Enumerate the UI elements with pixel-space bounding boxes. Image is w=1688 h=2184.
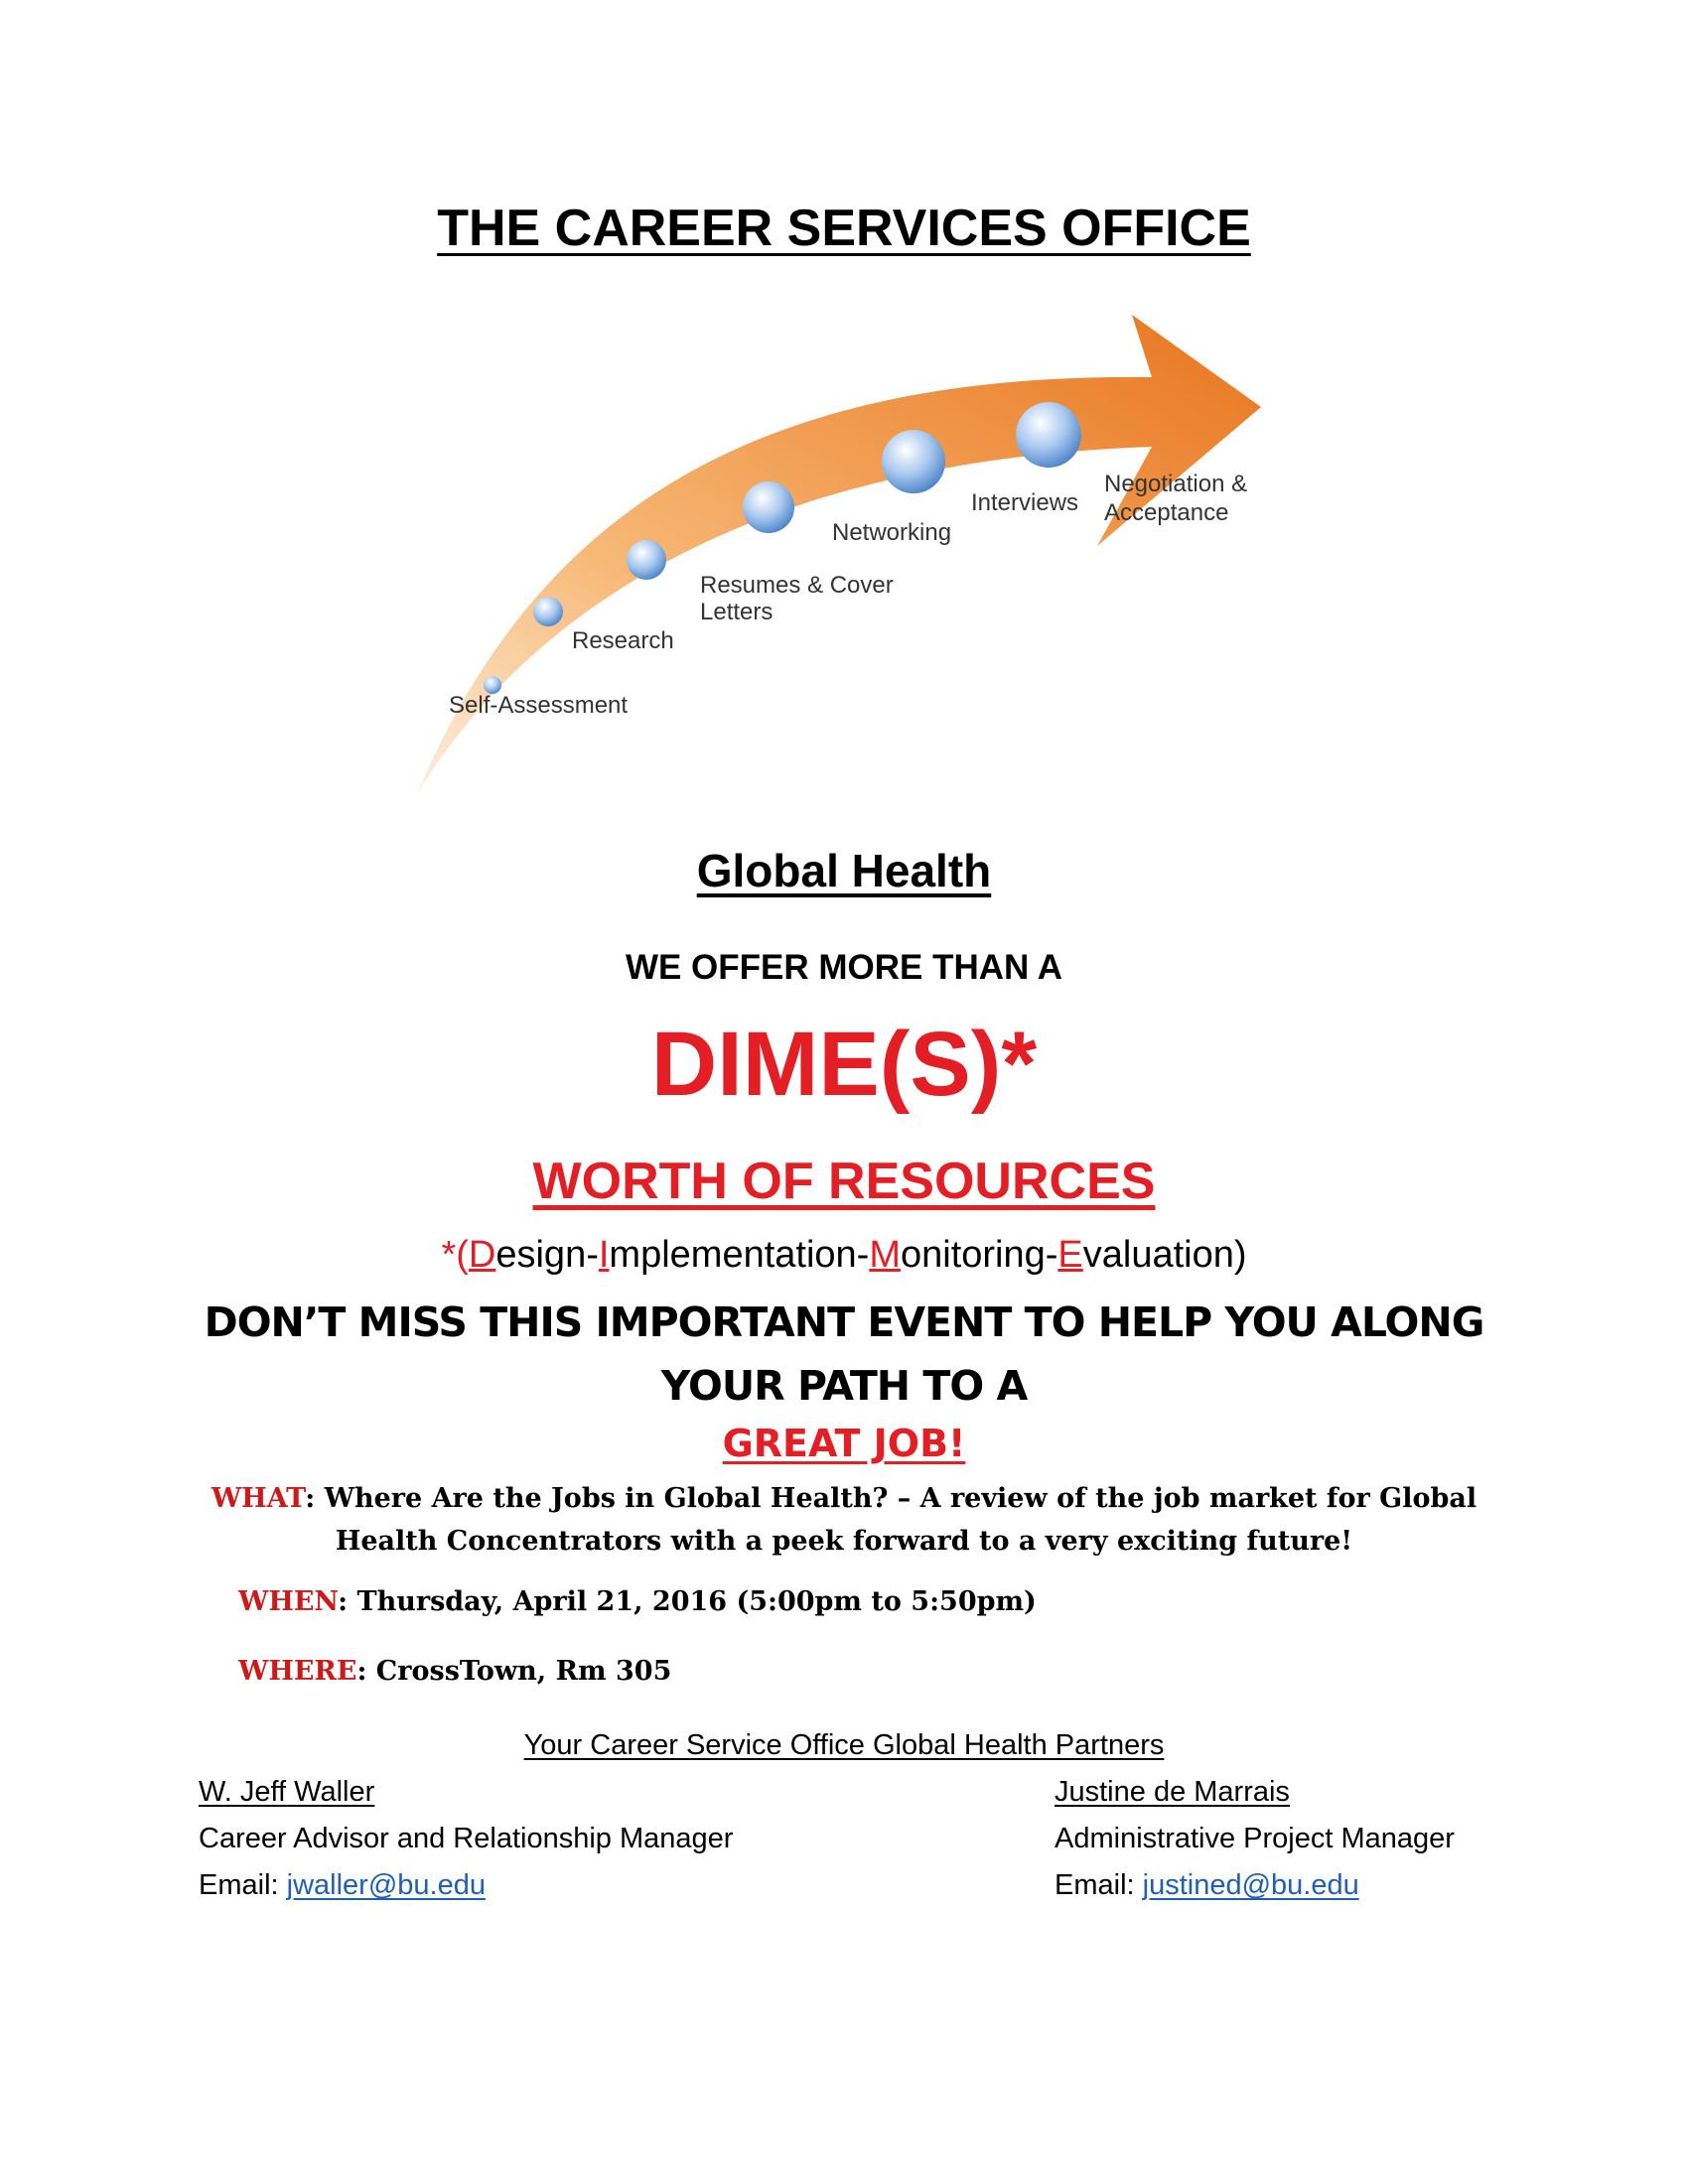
contact-left-email-link[interactable]: jwaller@bu.edu <box>286 1869 486 1901</box>
acronym-letter-d: D <box>468 1234 496 1276</box>
acronym-letter-i: I <box>598 1234 610 1276</box>
contact-right-title: Administrative Project Manager <box>1055 1823 1455 1854</box>
acronym-evaluation: valuation) <box>1082 1234 1247 1276</box>
contact-right-email-label: Email: <box>1055 1869 1143 1901</box>
contact-left-email-line <box>199 1862 733 1909</box>
stage-bubble-research <box>533 597 563 626</box>
event-when <box>238 1586 1037 1617</box>
stage-label-interviews: Interviews <box>971 489 1079 516</box>
contact-right-email-link[interactable]: justined@bu.edu <box>1142 1869 1359 1901</box>
acronym-open: *( <box>441 1234 469 1276</box>
stage-label-negotiation-2: Acceptance <box>1104 499 1229 526</box>
contact-left-email-label: Email: <box>199 1869 287 1901</box>
stage-bubble-interviews <box>882 430 945 493</box>
stage-bubble-negotiation <box>1016 402 1081 468</box>
stage-label-negotiation-1: Negotiation & <box>1104 471 1248 497</box>
dimes-headline: DIME(S)* <box>650 1014 1038 1115</box>
worth-headline: WORTH OF RESOURCES <box>532 1153 1156 1210</box>
contact-right-name: Justine de Marrais <box>1055 1776 1290 1808</box>
partners-heading: Your Career Service Office Global Health Partners <box>523 1729 1165 1761</box>
what-label: WHAT <box>211 1483 306 1514</box>
acronym-design: esign- <box>495 1234 599 1276</box>
acronym-letter-e: E <box>1057 1234 1083 1276</box>
stage-bubble-networking <box>743 481 794 533</box>
contact-right-email-line <box>1055 1862 1455 1909</box>
what-text: : Where Are the Jobs in Global Health? – A review of the job market for Global Health Concentrators with a peek forward to a very exciting future! <box>305 1483 1477 1557</box>
contact-left-name: W. Jeff Waller <box>199 1776 375 1808</box>
contact-left-title: Career Advisor and Relationship Manager <box>199 1823 734 1854</box>
acronym-monitoring: onitoring- <box>900 1234 1058 1276</box>
section-title: Global Health <box>696 845 992 896</box>
stage-label-self-assessment: Self-Assessment <box>449 692 629 719</box>
when-text: : Thursday, April 21, 2016 (5:00pm to 5:50pm) <box>338 1586 1037 1617</box>
contact-right <box>1055 1769 1455 1909</box>
stage-label-research: Research <box>572 627 674 654</box>
acronym-letter-m: M <box>869 1234 901 1276</box>
career-path-diagram <box>397 303 1291 809</box>
stage-bubble-resumes <box>627 540 666 580</box>
when-label: WHEN <box>238 1586 339 1617</box>
offer-line: WE OFFER MORE THAN A <box>625 948 1063 987</box>
where-label: WHERE <box>238 1656 357 1687</box>
dont-miss-headline: DON’T MISS THIS IMPORTANT EVENT TO HELP YOU ALONG YOUR PATH TO A <box>204 1298 1484 1410</box>
acronym-definition <box>0 1234 1688 1277</box>
event-where <box>238 1656 671 1687</box>
progress-arrow <box>417 315 1261 794</box>
event-what <box>199 1477 1489 1563</box>
stage-label-networking: Networking <box>832 519 952 546</box>
where-text: : CrossTown, Rm 305 <box>356 1656 672 1687</box>
great-job-headline: GREAT JOB! <box>722 1422 966 1465</box>
stage-label-resumes-2: Letters <box>700 599 774 625</box>
stage-label-resumes-1: Resumes & Cover <box>700 572 894 599</box>
page-title: THE CAREER SERVICES OFFICE <box>437 200 1251 257</box>
contact-left <box>199 1769 733 1909</box>
acronym-implementation: mplementation- <box>609 1234 870 1276</box>
